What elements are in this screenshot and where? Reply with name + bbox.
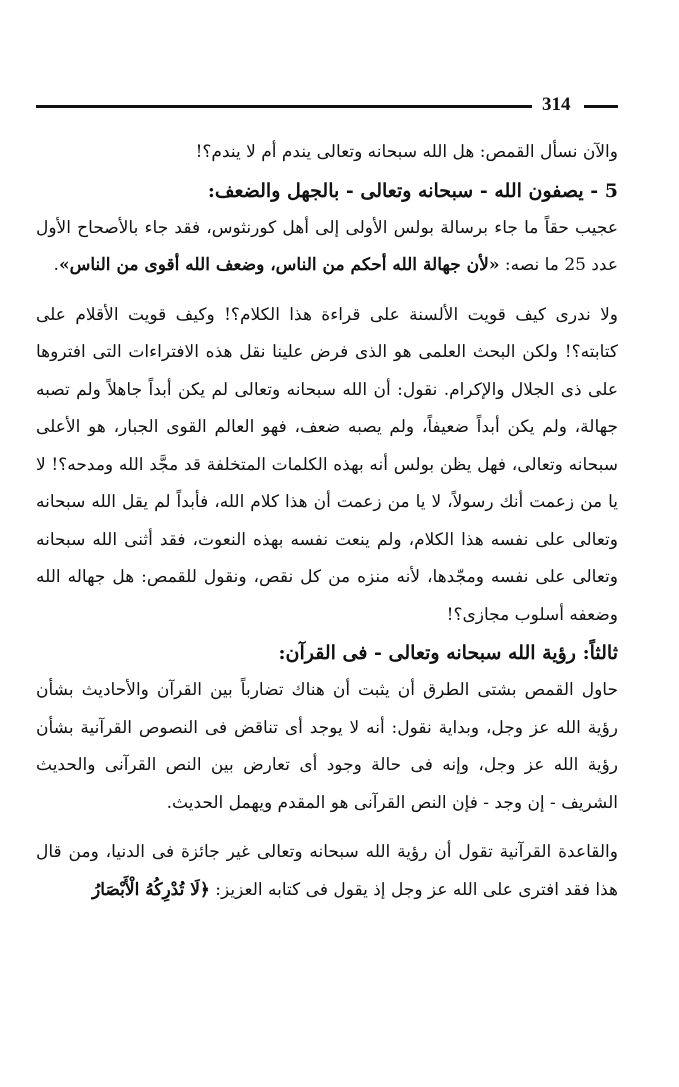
paragraph-contradiction: حاول القمص بشتى الطرق أن يثبت أن هناك تضارباً بين القرآن والأحاديث بشأن رؤية الله عز وجل، وبداية نقول: أنه لا يوجد أى تناقض فى النصوص القرآنية بشأن رؤية الله عز وجل، وإنه فى حالة وجود أى تعارض بين النص القرآنى والحديث الشريف - إن وجد - فإن النص القرآنى هو المقدم ويهمل الحديث.	[36, 680, 618, 813]
page-header	[36, 93, 618, 119]
scripture-quote: «لأن جهالة الله أحكم من الناس، وضعف الله أقوى من الناس»	[58, 255, 500, 275]
page-body	[36, 134, 618, 909]
header-rule	[36, 105, 532, 108]
paragraph-response: ولا ندرى كيف قويت الألسنة على قراءة هذا الكلام؟! وكيف قويت الأقلام على كتابته؟! ولكن البحث العلمى هو الذى فرض علينا نقل هذه الافتراءات التى افتروها على ذى الجلال والإكرام. نقول: أن الله سبحانه وتعالى لم يكن أبداً جاهلاً ولم تصبه جهالة، ولم يكن أبداً ضعيفاً، ولم يصبه ضعف، فهو العالم القوى الجبار، هو الأعلى سبحانه وتعالى، فهل يظن بولس أنه بهذه الكلمات المتخلفة قد مجَّد الله ومدحه؟! لا يا من زعمت أنك رسولاً، لا يا من زعمت أن هذا كلام الله، فأبداً لم يقل الله سبحانه وتعالى على نفسه هذا الكلام، ولم ينعت نفسه بهذه النعوت، فقد أثنى الله سبحانه وتعالى على نفسه ومجّدها، لأنه منزه من كل نقص، ونقول للقمص: هل جهاله الله وضعفه أسلوب مجازى؟!	[36, 304, 618, 625]
page-number: 314	[542, 94, 571, 115]
section-heading-ignorance-weakness: 5 - يصفون الله - سبحانه وتعالى - بالجهل والضعف:	[207, 179, 618, 202]
header-rule-short	[584, 105, 618, 108]
paragraph-text: والقاعدة القرآنية تقول أن رؤية الله سبحانه وتعالى غير جائزة فى الدنيا، ومن قال هذا فقد افترى على الله عز وجل إذ يقول فى كتابه العزيز:	[36, 842, 618, 900]
paragraph-end: .	[53, 255, 59, 275]
paragraph-question: والآن نسأل القمص: هل الله سبحانه وتعالى يندم أم لا يندم؟!	[195, 142, 618, 162]
paragraph-corinthians	[36, 210, 618, 285]
quran-verse-quote: ﴿لَا تُدْرِكُهُ الْأَبْصَارُ	[92, 879, 210, 900]
paragraph-text: عجيب حقاً ما جاء برسالة بولس الأولى إلى أهل كورنثوس، فقد جاء بالأصحاح الأول عدد 25 ما نصه:	[36, 217, 618, 275]
section-heading-seeing-god: ثالثاً: رؤية الله سبحانه وتعالى - فى القرآن:	[278, 642, 618, 664]
paragraph-quranic-rule	[36, 834, 618, 909]
